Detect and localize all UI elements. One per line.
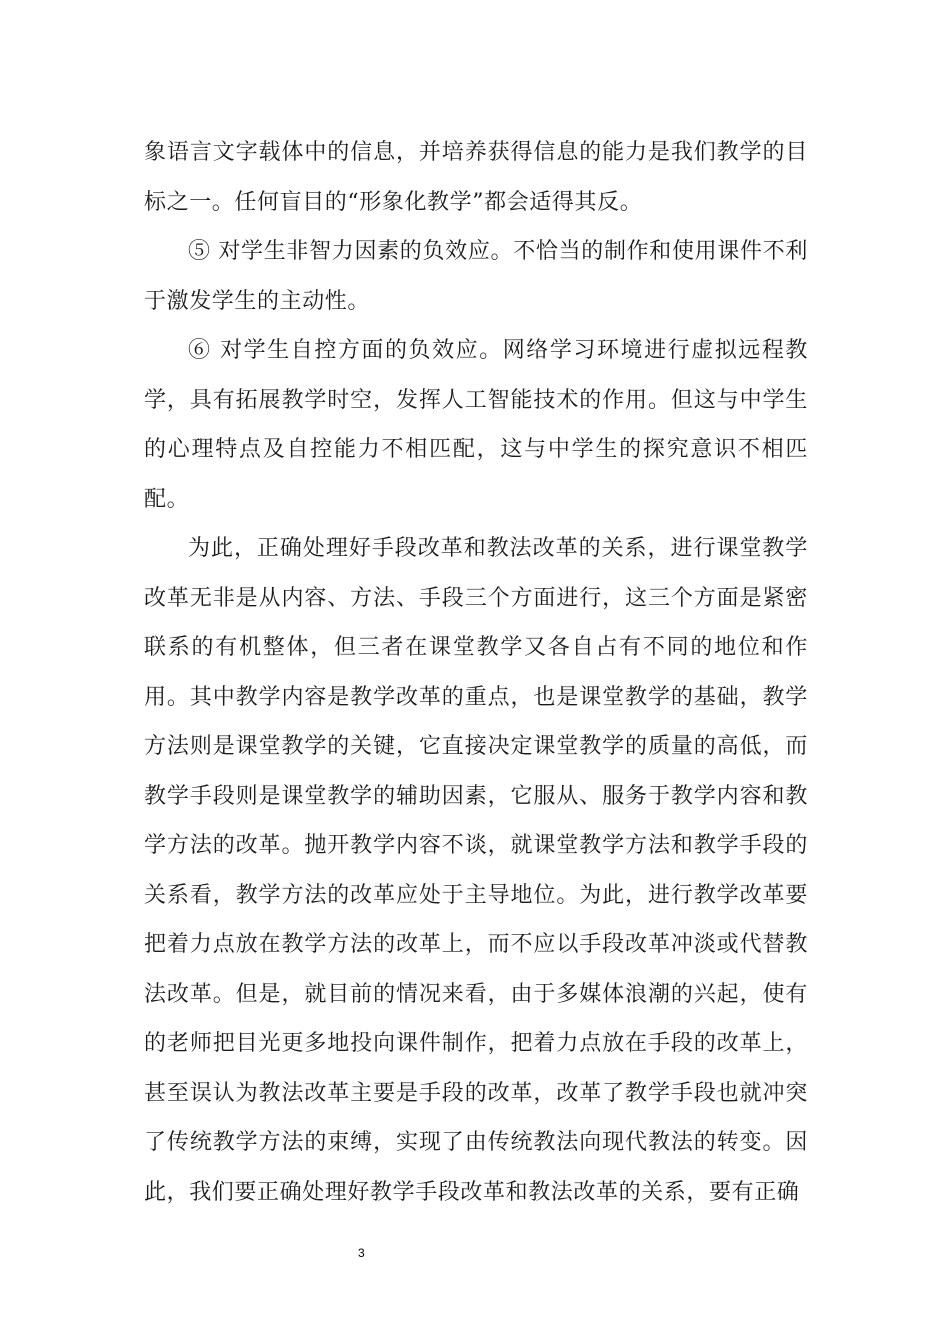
document-body xyxy=(144,128,808,1217)
paragraph-continuation: 象语言文字载体中的信息，并培养获得信息的能力是我们教学的目标之一。任何盲目的“形象化教学”都会适得其反。 xyxy=(144,140,808,215)
paragraph-conclusion: 为此，正确处理好手段改革和教法改革的关系，进行课堂教学改革无非是从内容、方法、手段三个方面进行，这三个方面是紧密联系的有机整体，但三者在课堂教学又各自占有不同的地位和作用。其中教学内容是教学改革的重点，也是课堂教学的基础，教学方法则是课堂教学的关键，它直接决定课堂教学的质量的高低，而教学手段则是课堂教学的辅助因素，它服从、服务于教学内容和教学方法的改革。抛开教学内容不谈，就课堂教学方法和教学手段的关系看，教学方法的改革应处于主导地位。为此，进行教学改革要把着力点放在教学方法的改革上，而不应以手段改革冲淡或代替教法改革。但是，就目前的情况来看，由于多媒体浪潮的兴起，使有的老师把目光更多地投向课件制作，把着力点放在手段的改革上，甚至误认为教法改革主要是手段的改革，改革了教学手段也就冲突了传统教学方法的束缚，实现了由传统教法向现代教法的转变。因此，我们要正确处理好教学手段改革和教法改革的关系，要有正确 xyxy=(144,536,808,1205)
page-number: 3 xyxy=(358,1246,365,1260)
paragraph-point-5: ⑤ 对学生非智力因素的负效应。不恰当的制作和使用课件不利于激发学生的主动性。 xyxy=(144,239,808,314)
paragraph-point-6: ⑥ 对学生自控方面的负效应。网络学习环境进行虚拟远程教学，具有拓展教学时空，发挥人工智能技术的作用。但这与中学生的心理特点及自控能力不相匹配，这与中学生的探究意识不相匹配。 xyxy=(144,338,808,512)
